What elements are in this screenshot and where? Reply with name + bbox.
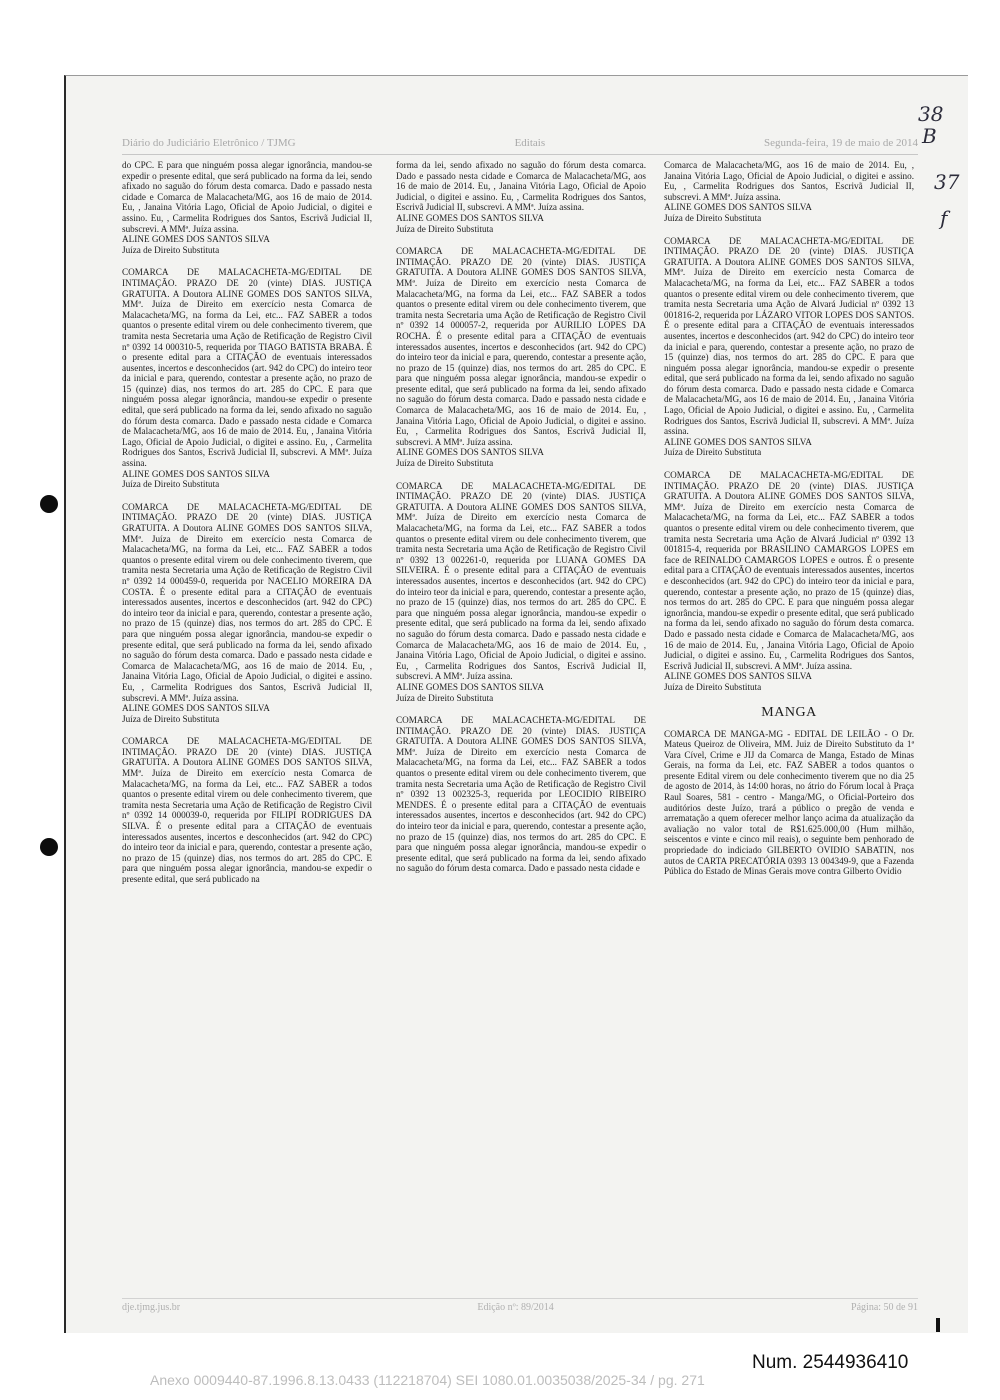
edital-text: COMARCA DE MALACACHETA-MG/EDITAL DE INTIMAÇÃO. PRAZO DE 20 (vinte) DIAS. JUSTIÇA GRATUITA. A Doutora ALINE GOMES DOS SANTOS SILVA, MMª. Juíza de Direito em exercício nesta Comarca de Malacacheta/MG, na forma da Lei, etc... FAZ SABER a todos quantos o presente edital virem ou dele conhecimento tiverem, que tramita nesta Secretaria uma Ação de Retificação de Registro Civil nº 0392 14 000310-5, requerida por TIAGO BATISTA BRABA. É o presente edital para a CITAÇÃO de eventuais interessados ausentes, incertos e desconhecidos (art. 942 do CPC) do inteiro teor da inicial e para, querendo, contestar a presente ação, no prazo de 15 (quinze) dias, nos termos do art. 285 do CPC. E para que ninguém possa alegar ignorância, mandou-se expedir o presente edital, que será publicado na forma da lei, sendo afixado no saguão do fórum desta comarca. Dado e passado nesta cidade e Comarca de Malacacheta/MG, aos 16 de maio de 2014. Eu, , Janaina Vitória Lago, Oficial de Apoio Judicial, o digitei e assino. Eu, , Carmelita Rodrigues dos Santos, Escrivã Judicial II, subscrevi. A MMª. Juíza assina. — [122, 267, 372, 469]
judge-name: ALINE GOMES DOS SANTOS SILVA — [122, 468, 270, 479]
edital-block — [122, 160, 372, 255]
judge-title: Juíza de Direito Substituta — [396, 692, 494, 703]
edital-text: Comarca de Malacacheta/MG, aos 16 de maio de 2014. Eu, , Janaina Vitória Lago, Oficial de Apoio Judicial, o digitei e assino. Eu, , Carmelita Rodrigues dos Santos, Escrivã Judicial II, subscrevi. A MMª. Juíza assina. — [664, 160, 914, 202]
punch-hole-bottom — [40, 838, 58, 856]
header-section: Editais — [514, 137, 546, 149]
edital-text: COMARCA DE MALACACHETA-MG/EDITAL DE INTIMAÇÃO. PRAZO DE 20 (vinte) DIAS. JUSTIÇA GRATUITA. A Doutora ALINE GOMES DOS SANTOS SILVA, MMª. Juíza de Direito em exercício nesta Comarca de Malacacheta/MG, na forma da Lei, etc... FAZ SABER a todos quantos o presente edital virem ou dele conhecimento tiverem, que tramita nesta Secretaria uma Ação de Retificação de Registro Civil nº 0392 14 000459-0, requerida por NACELIO MOREIRA DA COSTA. É o presente edital para a CITAÇÃO de eventuais interessados ausentes, incertos e desconhecidos (art. 942 do CPC) do inteiro teor da inicial e para, querendo, contestar a presente ação, no prazo de 15 (quinze) dias, nos termos do art. 285 do CPC. E para que ninguém possa alegar ignorância, mandou-se expedir o presente edital, que será publicado na forma da lei, sendo afixado no saguão do fórum desta comarca. Dado e passado nesta cidade e Comarca de Malacacheta/MG, aos 16 de maio de 2014. Eu, , Janaina Vitória Lago, Oficial de Apoio Judicial, o digitei e assino. Eu, , Carmelita Rodrigues dos Santos, Escrivã Judicial II, subscrevi. A MMª. Juíza assina. — [122, 501, 372, 703]
edge-mark — [936, 1318, 940, 1332]
footer-edition: Edição nº: 89/2014 — [477, 1302, 554, 1313]
edital-text: COMARCA DE MALACACHETA-MG/EDITAL DE INTIMAÇÃO. PRAZO DE 20 (vinte) DIAS. JUSTIÇA GRATUITA. A Doutora ALINE GOMES DOS SANTOS SILVA, MMª. Juíza de Direito em exercício nesta Comarca de Malacacheta/MG, na forma da Lei, etc... FAZ SABER a todos quantos o presente edital virem ou dele conhecimento tiverem, que tramita nesta Secretaria uma Ação de Retificação de Registro Civil nº 0392 13 002261-0, requerida por LUANA GOMES DA SILVEIRA. É o presente edital para a CITAÇÃO de eventuais interessados ausentes, incertos e desconhecidos (art. 942 do CPC) do inteiro teor da inicial e para, querendo, contestar a presente ação, no prazo de 15 (quinze) dias, nos termos do art. 285 do CPC. E para que ninguém possa alegar ignorância, mandou-se expedir o presente edital, que será publicado na forma da lei, sendo afixado no saguão do fórum desta comarca. Dado e passado nesta cidade e Comarca de Malacacheta/MG, aos 16 de maio de 2014. Eu, , Janaina Vitória Lago, Oficial de Apoio Judicial, o digitei e assino. Eu, , Carmelita Rodrigues dos Santos, Escrivã Judicial II, subscrevi. A MMª. Juíza assina. — [396, 480, 646, 682]
edital-text: COMARCA DE MANGA-MG - EDITAL DE LEILÃO - O Dr. Mateus Queiroz de Oliveira, MM. Juiz de Direito Substituto da 1ª Vara Cível, Crime e JIJ da Comarca de Manga, Estado de Minas Gerais, na forma da Lei, etc. FAZ SABER a todos quantos o presente Edital virem ou dele conhecimento tiverem que no dia 25 de agosto de 2014, às 14:00 horas, no átrio do Fórum local à Praça Raul Soares, 581 - centro - Manga/MG, o Oficial-Porteiro dos auditórios deste Juízo, trará a público o pregão de venda e arrematação a quem oferecer melhor lanço acima da atualização da avaliação no valor total de R$1.625.000,00 (Hum milhão, seiscentos e vinte e cinco mil reais), o seguinte bem penhorado de propriedade do indiciado GILBERTO OVIDIO SABATIN, nos autos de CARTA PRECATÓRIA 0393 13 004349-9, que a Fazenda Pública do Estado de Minas Gerais move contra Gilberto Ovidio — [664, 728, 914, 877]
judge-title: Juíza de Direito Substituta — [396, 458, 494, 469]
header-date: Segunda-feira, 19 de maio de 2014 — [764, 137, 918, 149]
judge-name: ALINE GOMES DOS SANTOS SILVA — [122, 234, 270, 245]
footer-page: Página: 50 de 91 — [851, 1302, 918, 1313]
page-header — [122, 137, 918, 153]
edital-block — [122, 267, 372, 489]
judge-name: ALINE GOMES DOS SANTOS SILVA — [396, 447, 544, 458]
edital-text: COMARCA DE MALACACHETA-MG/EDITAL DE INTIMAÇÃO. PRAZO DE 20 (vinte) DIAS. JUSTIÇA GRATUITA. A Doutora ALINE GOMES DOS SANTOS SILVA, MMª. Juíza de Direito em exercício nesta Comarca de Malacacheta/MG, na forma da Lei, etc... FAZ SABER a todos quantos o presente edital virem ou dele conhecimento tiverem, que tramita nesta Secretaria uma Ação de Retificação de Registro Civil nº 0392 14 000057-2, requerida por AURILIO LOPES DA ROCHA. É o presente edital para a CITAÇÃO de eventuais interessados ausentes, incertos e desconhecidos (art. 942 do CPC) do inteiro teor da inicial e para, querendo, contestar a presente ação, no prazo de 15 (quinze) dias, nos termos do art. 285 do CPC. E para que ninguém possa alegar ignorância, mandou-se expedir o presente edital, que será publicado na forma da lei, sendo afixado no saguão do fórum desta comarca. Dado e passado nesta cidade e Comarca de Malacacheta/MG, aos 16 de maio de 2014. Eu, , Janaina Vitória Lago, Oficial de Apoio Judicial, o digitei e assino. Eu, , Carmelita Rodrigues dos Santos, Escrivã Judicial II, subscrevi. A MMª. Juíza assina. — [396, 246, 646, 447]
edital-block — [122, 502, 372, 724]
edital-text: COMARCA DE MALACACHETA-MG/EDITAL DE INTIMAÇÃO. PRAZO DE 20 (vinte) DIAS. JUSTIÇA GRATUITA. A Doutora ALINE GOMES DOS SANTOS SILVA, MMª. Juíza de Direito em exercício nesta Comarca de Malacacheta/MG, na forma da Lei, etc... FAZ SABER a todos quantos o presente edital virem ou dele conhecimento tiverem, que tramita nesta Secretaria uma Ação de Alvará Judicial nº 0392 13 001816-2, requerida por LÁZARO VITOR LOPES DOS SANTOS. É o presente edital para a CITAÇÃO de eventuais interessados ausentes, incertos e desconhecidos (art. 942 do CPC) do inteiro teor da inicial e para, querendo, contestar a presente ação, no prazo de 15 (quinze) dias, nos termos do art. 285 do CPC. E para que ninguém possa alegar ignorância, mandou-se expedir o presente edital, que será publicado na forma da lei, sendo afixado no saguão do fórum desta comarca. Dado e passado nesta cidade e Comarca de Malacacheta/MG, aos 16 de maio de 2014. Eu, , Janaina Vitória Lago, Oficial de Apoio Judicial, o digitei e assino. Eu, , Carmelita Rodrigues dos Santos, Escrivã Judicial II, subscrevi. A MMª. Juíza assina. — [664, 235, 914, 437]
handwritten-initial: f — [940, 206, 948, 230]
judge-name: ALINE GOMES DOS SANTOS SILVA — [396, 681, 544, 692]
edital-block — [396, 481, 646, 703]
judge-title: Juíza de Direito Substituta — [396, 223, 494, 234]
edital-text: COMARCA DE MALACACHETA-MG/EDITAL DE INTIMAÇÃO. PRAZO DE 20 (vinte) DIAS. JUSTIÇA GRATUITA. A Doutora ALINE GOMES DOS SANTOS SILVA, MMª. Juíza de Direito em exercício nesta Comarca de Malacacheta/MG, na forma da Lei, etc... FAZ SABER a todos quantos o presente edital virem ou dele conhecimento tiverem, que tramita nesta Secretaria uma Ação de Retificação de Registro Civil nº 0392 13 002325-3, requerida por LEOCIDIO RIBEIRO MENDES. É o presente edital para a CITAÇÃO de eventuais interessados ausentes, incertos e desconhecidos (art. 942 do CPC) do inteiro teor da inicial e para, querendo, contestar a presente ação, no prazo de 15 (quinze) dias, nos termos do art. 285 do CPC. E para que ninguém possa alegar ignorância, mandou-se expedir o presente edital, que será publicado na forma da lei, sendo afixado no saguão do fórum desta comarca. Dado e passado nesta cidade e — [396, 715, 646, 874]
judge-title: Juíza de Direito Substituta — [664, 447, 762, 458]
header-journal: Diário do Judiciário Eletrônico / TJMG — [122, 137, 296, 149]
judge-name: ALINE GOMES DOS SANTOS SILVA — [664, 436, 812, 447]
handwritten-folio: 38 — [918, 102, 944, 126]
column-2 — [396, 160, 646, 1284]
edital-text: do CPC. E para que ninguém possa alegar ignorância, mandou-se expedir o presente edital, que será publicado na forma da lei, sendo afixado no saguão do fórum desta comarca. Dado e passado nesta cidade e Comarca de Malacacheta/MG, aos 16 de maio de 2014. Eu, , Janaina Vitória Lago, Oficial de Apoio Judicial, o digitei e assino. Eu, , Carmelita Rodrigues dos Santos, Escrivã Judicial II, subscrevi. A MMª. Juíza assina. — [122, 160, 372, 234]
edital-block — [664, 236, 914, 458]
judge-title: Juíza de Direito Substituta — [122, 244, 220, 255]
judge-name: ALINE GOMES DOS SANTOS SILVA — [396, 212, 544, 223]
edital-block — [664, 729, 914, 877]
edital-block — [122, 736, 372, 884]
edital-text: forma da lei, sendo afixado no saguão do fórum desta comarca. Dado e passado nesta cidade e Comarca de Malacacheta/MG, aos 16 de maio de 2014. Eu, , Janaina Vitória Lago, Oficial de Apoio Judicial, o digitei e assino. Eu, , Carmelita Rodrigues dos Santos, Escrivã Judicial II, subscrevi. A MMª. Juíza assina. — [396, 160, 646, 213]
sei-watermark: Anexo 0009440-87.1996.8.13.0433 (112218704) SEI 1080.01.0035038/2025-34 / pg. 271 — [150, 1372, 705, 1388]
document-number: Num. 2544936410 — [752, 1352, 909, 1373]
punch-hole-top — [40, 495, 58, 513]
judge-name: ALINE GOMES DOS SANTOS SILVA — [664, 202, 812, 213]
judge-title: Juíza de Direito Substituta — [664, 681, 762, 692]
scanned-page — [64, 75, 968, 1333]
judge-title: Juíza de Direito Substituta — [664, 212, 762, 223]
edital-block — [664, 470, 914, 692]
edital-block — [664, 160, 914, 224]
header-rule — [122, 154, 918, 155]
handwritten-mark: B — [922, 124, 937, 148]
handwritten-folio-2: 37 — [934, 170, 960, 194]
edital-text: COMARCA DE MALACACHETA-MG/EDITAL DE INTIMAÇÃO. PRAZO DE 20 (vinte) DIAS. JUSTIÇA GRATUITA. A Doutora ALINE GOMES DOS SANTOS SILVA, MMª. Juíza de Direito em exercício nesta Comarca de Malacacheta/MG, na forma da Lei, etc... FAZ SABER a todos quantos o presente edital virem ou dele conhecimento tiverem, que tramita nesta Secretaria uma Ação de Alvará Judicial nº 0392 13 001815-4, requerida por BRASILINO CAMARGOS LOPES em face de REINALDO CAMARGOS LOPES e outros. É o presente edital para a CITAÇÃO de eventuais interessados ausentes, incertos e desconhecidos (art. 942 do CPC) do inteiro teor da inicial e para, querendo, contestar a presente ação, no prazo de 15 (quinze) dias, nos termos do art. 285 do CPC. E para que ninguém possa alegar ignorância, mandou-se expedir o presente edital, que será publicado na forma da lei, sendo afixado no saguão do fórum desta comarca. Dado e passado nesta cidade e Comarca de Malacacheta/MG, aos 16 de maio de 2014. Eu, , Janaina Vitória Lago, Oficial de Apoio Judicial, o digitei e assino. Eu, , Carmelita Rodrigues dos Santos, Escrivã Judicial II, subscrevi. A MMª. Juíza assina. — [664, 470, 914, 671]
judge-name: ALINE GOMES DOS SANTOS SILVA — [664, 671, 812, 682]
judge-title: Juíza de Direito Substituta — [122, 479, 220, 490]
edital-block — [396, 246, 646, 468]
footer-site: dje.tjmg.jus.br — [122, 1302, 181, 1313]
page-footer — [122, 1302, 918, 1313]
judge-name: ALINE GOMES DOS SANTOS SILVA — [122, 703, 270, 714]
section-heading: MANGA — [761, 704, 817, 720]
columns — [122, 160, 922, 1284]
footer-rule — [122, 1298, 918, 1299]
column-3 — [664, 160, 914, 1284]
judge-title: Juíza de Direito Substituta — [122, 713, 220, 724]
edital-text: COMARCA DE MALACACHETA-MG/EDITAL DE INTIMAÇÃO. PRAZO DE 20 (vinte) DIAS. JUSTIÇA GRATUITA. A Doutora ALINE GOMES DOS SANTOS SILVA, MMª. Juíza de Direito em exercício nesta Comarca de Malacacheta/MG, na forma da Lei, etc... FAZ SABER a todos quantos o presente edital virem ou dele conhecimento tiverem, que tramita nesta Secretaria uma Ação de Retificação de Registro Civil nº 0392 14 000039-0, requerida por FILIPI RODRIGUES DA SILVA. É o presente edital para a CITAÇÃO de eventuais interessados ausentes, incertos e desconhecidos (art. 942 do CPC) do inteiro teor da inicial e para, querendo, contestar a presente ação, no prazo de 15 (quinze) dias, nos termos do art. 285 do CPC. E para que ninguém possa alegar ignorância, mandou-se expedir o presente edital, que será publicado na — [122, 736, 372, 884]
column-1 — [122, 160, 372, 1284]
edital-block — [396, 715, 646, 874]
edital-block — [396, 160, 646, 234]
